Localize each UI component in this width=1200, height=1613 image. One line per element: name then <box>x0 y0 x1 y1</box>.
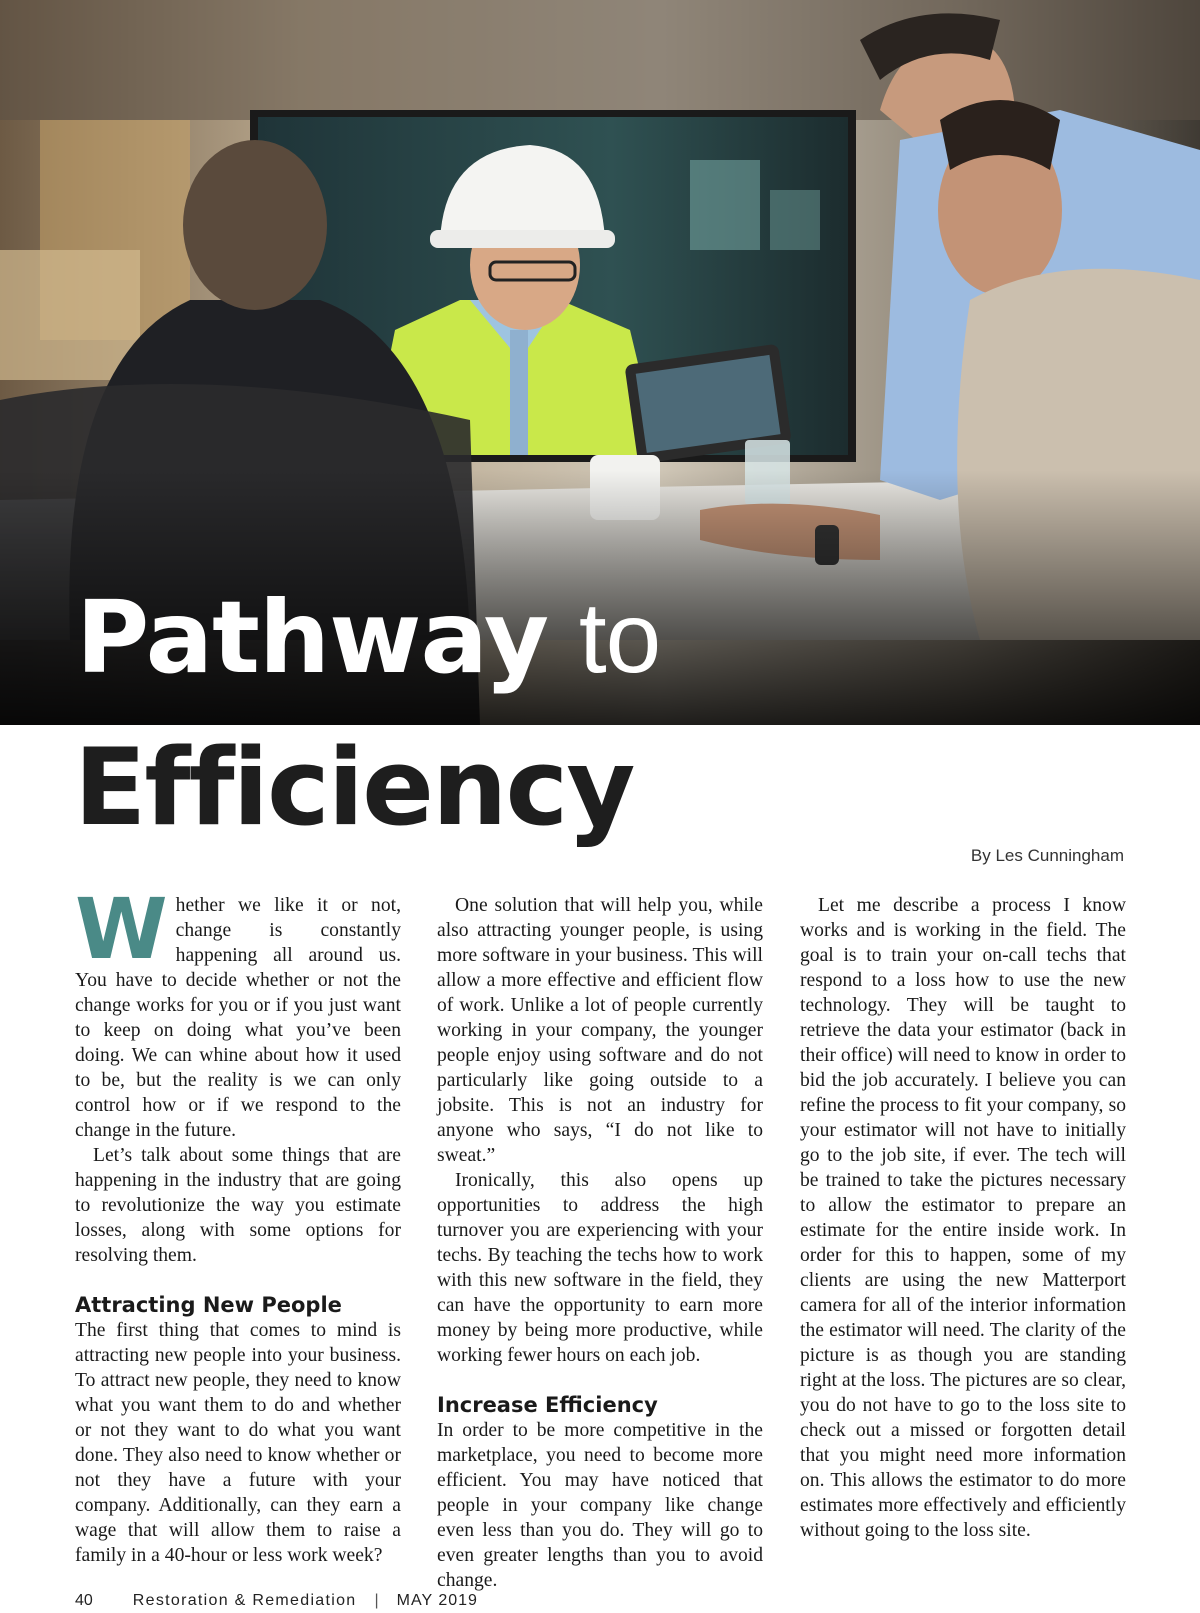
column-3 <box>800 893 1126 1543</box>
byline: By Les Cunningham <box>970 846 1124 865</box>
drop-cap: W <box>75 880 168 978</box>
title-word-pathway: Pathway <box>76 579 549 696</box>
paragraph-1 <box>75 880 401 1143</box>
paragraph-6: In order to be more competitive in the marketplace, you need to become more efficient. You may have noticed that people in your company like change even less than you do. They will go to even greater lengths than you to avoid change. <box>437 1420 763 1591</box>
page-number: 40 <box>75 1592 93 1609</box>
footer-separator: | <box>374 1592 379 1609</box>
column-2 <box>437 893 763 1593</box>
paragraph-1-text: hether we like it or not, change is constantly happening all around us. You have to decide whether or not the change works for you or if you just want to keep on doing what you’ve been doing. We can whine about how it used to be, but the reality is we can only control how or if we respond to the change in the future. <box>75 895 401 1141</box>
paragraph-3: The first thing that comes to mind is attracting new people into your business. To attract new people, they need to know what you want them to do and whether or not they want to do what you want done. They also need to know whether or not they have a future with your company. Additionally, can they earn a wage that will allow them to raise a family in a 40-hour or less work week? <box>75 1320 401 1566</box>
heading-increase-efficiency: Increase Efficiency <box>437 1393 658 1417</box>
article-title-line1 <box>76 579 661 696</box>
title-word-to: to <box>578 582 661 694</box>
paragraph-7: Let me describe a process I know works and is working in the field. The goal is to train your on-call techs that respond to a loss how to use the new technology. They will be taught to retrieve the data your estimator (back in their office) will need to know in order to bid the job accurately. I believe you can refine the process to fit your company, so your estimator will not have to initially go to the job site, if ever. The tech will be trained to take the pictures necessary to allow the estimator to prepare an estimate for the entire inside work. In order for this to happen, some of my clients are using the new Matterport camera for all of the interior information the estimator will need. The clarity of the picture is as though you are standing right at the loss. The pictures are so clear, you do not have to go to the loss site to check out a missed or forgotten detail that you might need more information on. This allows the estimator to do more estimates more effectively and efficiently without going to the loss site. <box>800 895 1126 1541</box>
issue-date: MAY 2019 <box>396 1592 478 1609</box>
article-title-line2: Efficiency <box>74 726 634 849</box>
paragraph-5: Ironically, this also opens up opportunities to address the high turnover you are experiencing with your techs. By teaching the techs how to work with this new software in the field, they can have the opportunity to earn more money by being more productive, while working fewer hours on each job. <box>437 1170 763 1366</box>
column-1 <box>75 880 401 1568</box>
page-footer <box>75 1592 478 1610</box>
magazine-name: Restoration & Remediation <box>132 1592 357 1609</box>
paragraph-2: Let’s talk about some things that are happening in the industry that are going to revolutionize the way you estimate losses, along with some options for resolving them. <box>75 1145 401 1266</box>
heading-attracting-new-people: Attracting New People <box>75 1293 342 1317</box>
paragraph-4: One solution that will help you, while also attracting younger people, is using more software in your business. This will allow a more effective and efficient flow of work. Unlike a lot of people currently working in your company, the younger people enjoy using software and do not particularly like going outside to a jobsite. This is not an industry for anyone who says, “I do not like to sweat.” <box>437 895 763 1166</box>
